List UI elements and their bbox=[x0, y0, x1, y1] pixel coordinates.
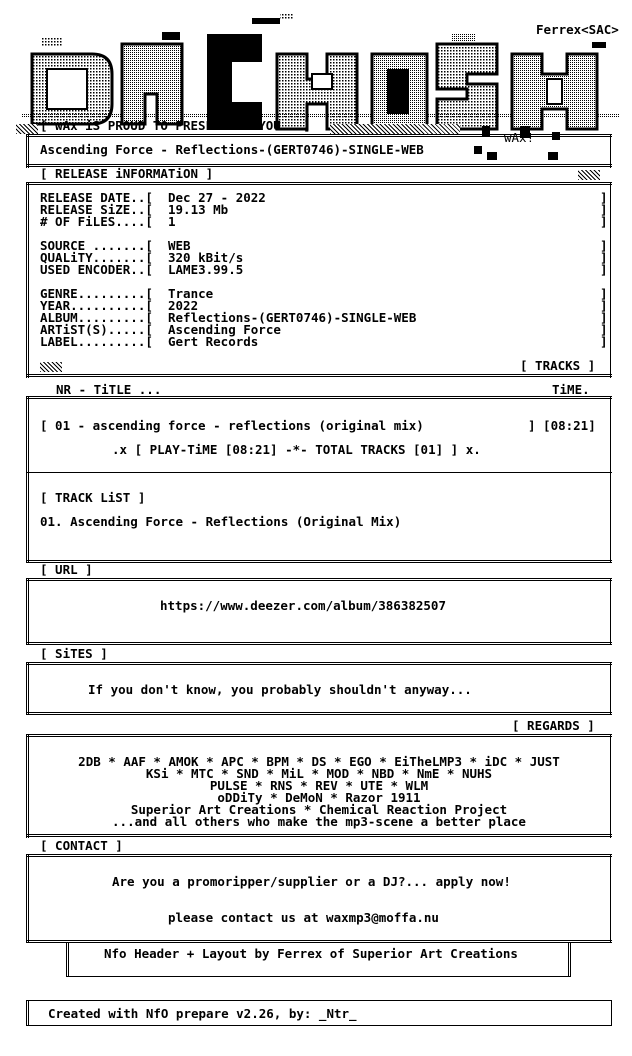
divider bbox=[26, 134, 612, 137]
info-value: 320 kBit/s bbox=[168, 250, 244, 265]
frame-left bbox=[26, 182, 29, 378]
regards-line: PULSE * RNS * REV * UTE * WLM bbox=[209, 778, 429, 793]
frame-left bbox=[26, 578, 29, 644]
info-label: LABEL.........[ bbox=[40, 334, 153, 349]
hatch-deco bbox=[16, 124, 38, 134]
info-label: # OF FiLES....[ bbox=[40, 214, 153, 229]
frame-right bbox=[610, 854, 611, 942]
info-label: GENRE.........[ bbox=[40, 286, 153, 301]
info-value: WEB bbox=[168, 238, 191, 253]
track-row: [ 01 - ascending force - reflections (original mix) bbox=[40, 418, 424, 433]
frame-left bbox=[26, 662, 29, 714]
frame-left bbox=[26, 854, 29, 942]
divider bbox=[26, 940, 612, 943]
info-value: Trance bbox=[168, 286, 214, 301]
divider bbox=[66, 976, 571, 977]
contact-line-2[interactable]: please contact us at waxmp3@moffa.nu bbox=[168, 910, 439, 925]
frame-right bbox=[568, 942, 571, 976]
col-time: TiME. bbox=[552, 382, 590, 397]
info-value: Dec 27 - 2022 bbox=[168, 190, 266, 205]
header-presents: [ wAx iS PROUD TO PRESENT TO YOU ..] bbox=[40, 118, 311, 133]
regards-line: ...and all others who make the mp3-scene a better place bbox=[112, 814, 526, 829]
divider bbox=[26, 182, 612, 185]
regards-heading: [ REGARDS ] bbox=[512, 718, 595, 733]
info-value: Reflections-(GERT0746)-SINGLE-WEB bbox=[168, 310, 417, 325]
info-label: ALBUM.........[ bbox=[40, 310, 153, 325]
frame-left bbox=[26, 396, 29, 474]
regards-line: 2DB * AAF * AMOK * APC * BPM * DS * EGO * EiTheLMP3 * iDC * JUST bbox=[78, 754, 560, 769]
track-time: ] [08:21] bbox=[528, 418, 596, 433]
hatch-deco bbox=[330, 124, 460, 134]
tracks-tag: [ TRACKS ] bbox=[520, 358, 596, 373]
url-link[interactable]: https://www.deezer.com/album/386382507 bbox=[160, 598, 446, 613]
sites-heading: [ SiTES ] bbox=[40, 646, 108, 661]
info-label: SOURCE .......[ bbox=[40, 238, 153, 253]
divider bbox=[26, 374, 612, 377]
info-value: Gert Records bbox=[168, 334, 259, 349]
track-list-heading: [ TRACK LiST ] bbox=[40, 490, 146, 505]
info-value: LAME3.99.5 bbox=[168, 262, 244, 277]
frame-right bbox=[610, 662, 611, 714]
divider bbox=[26, 834, 612, 837]
frame-left bbox=[26, 474, 29, 562]
divider bbox=[26, 642, 612, 645]
info-label: QUALiTY.......[ bbox=[40, 250, 153, 265]
regards-line: oDDiTy * DeMoN * Razor 1911 bbox=[217, 790, 421, 805]
divider bbox=[26, 560, 612, 563]
regards-line: Superior Art Creations * Chemical Reaction Project bbox=[130, 802, 508, 817]
frame-right bbox=[610, 134, 611, 168]
frame-left bbox=[66, 942, 69, 976]
info-label: RELEASE DATE..[ bbox=[40, 190, 153, 205]
created-with: Created with NfO prepare v2.26, by: _Ntr_ bbox=[48, 1006, 357, 1021]
divider bbox=[26, 396, 612, 399]
regards-line: KSi * MTC * SND * MiL * MOD * NBD * NmE * NUHS bbox=[145, 766, 493, 781]
info-label: RELEASE SiZE..[ bbox=[40, 202, 153, 217]
info-value: 1 bbox=[168, 214, 176, 229]
info-label: YEAR..........[ bbox=[40, 298, 153, 313]
info-value: Ascending Force bbox=[168, 322, 281, 337]
sites-text: If you don't know, you probably shouldn't anyway... bbox=[88, 682, 472, 697]
info-value: 19.13 Mb bbox=[168, 202, 229, 217]
col-nr-title: NR - TiTLE ... bbox=[56, 382, 162, 397]
release-info-heading: [ RELEASE iNFORMATiON ] bbox=[40, 166, 214, 181]
tracks-summary: .x [ PLAY-TiME [08:21] -*- TOTAL TRACKS [01] ] x. bbox=[112, 442, 481, 457]
url-heading: [ URL ] bbox=[40, 562, 93, 577]
frame-left bbox=[26, 1000, 29, 1026]
bracket: ] ] ] ] ] ] ] ] ] ] ] bbox=[600, 190, 608, 349]
frame-left bbox=[26, 134, 29, 168]
frame-right bbox=[610, 474, 611, 562]
frame-right bbox=[610, 578, 611, 644]
info-label: USED ENCODER..[ bbox=[40, 262, 153, 277]
release-title: Ascending Force - Reflections-(GERT0746)-SINGLE-WEB bbox=[40, 142, 424, 157]
divider bbox=[26, 578, 612, 581]
contact-line-1: Are you a promoripper/supplier or a DJ?... apply now! bbox=[112, 874, 511, 889]
divider bbox=[26, 472, 612, 473]
divider bbox=[26, 854, 612, 857]
hatch-deco bbox=[40, 362, 62, 372]
header-tag: wAx! bbox=[504, 130, 535, 145]
divider bbox=[26, 734, 612, 737]
info-label: ARTiST(S).....[ bbox=[40, 322, 153, 337]
header-credit: Ferrex<SAC> bbox=[536, 22, 619, 37]
info-value: 2022 bbox=[168, 298, 199, 313]
divider bbox=[26, 712, 612, 715]
frame-right bbox=[610, 396, 611, 474]
contact-heading: [ CONTACT ] bbox=[40, 838, 123, 853]
layout-credit: Nfo Header + Layout by Ferrex of Superior Art Creations bbox=[104, 946, 518, 961]
divider bbox=[26, 662, 612, 665]
frame-right bbox=[610, 182, 611, 378]
track-list-item: 01. Ascending Force - Reflections (Original Mix) bbox=[40, 514, 402, 529]
hatch-deco bbox=[578, 170, 600, 180]
